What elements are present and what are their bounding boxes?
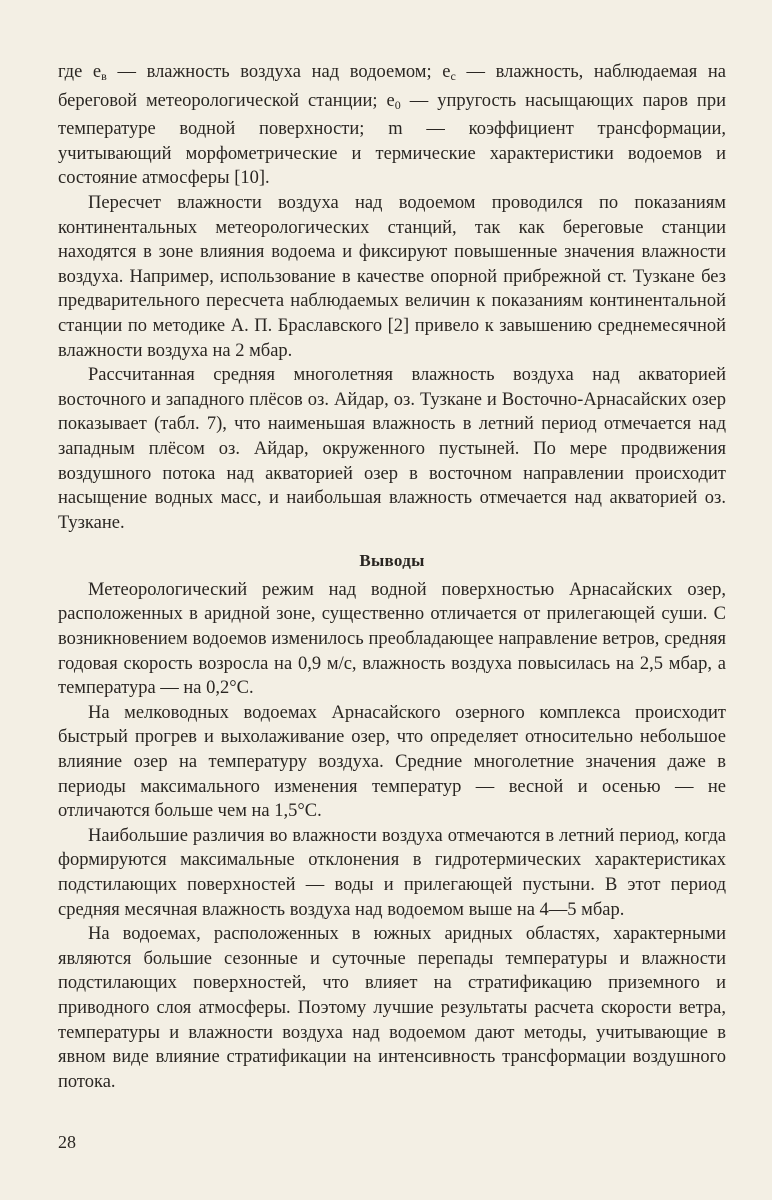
conclusion-paragraph-2: На мелководных водоемах Арнасайского озерного комплекса происходит быстрый прогрев и выхолаживание озер, что определяет относительно небольшое влияние озер на температуру воздуха. Средние многолетние значения даже в периоды максимального изменения температур — весной и осенью — не отличаются больше чем на 1,5°С. (58, 702, 726, 822)
conclusion-paragraph-3: Наибольшие различия во влажности воздуха отмечаются в летний период, когда формируются максимальные отклонения в гидротермических характеристиках подстилающих поверхностей — воды и прилегающей пустыни. В этот период средняя месячная влажность воздуха над водоемом выше на 4—5 мбар. (58, 825, 726, 920)
intro-text-c: — влажность, наблюдаемая на береговой метеорологической станции; e (58, 62, 726, 111)
intro-text-b: — влажность воздуха над водоемом; e (106, 62, 451, 82)
conclusion-paragraph-4: На водоемах, расположенных в южных аридных областях, характерными являются большие сезонные и суточные перепады температуры и влажности подстилающих поверхностей, что влияет на стратификацию приземного и приводного слоя атмосферы. Поэтому лучшие результаты расчета скорости ветра, температуры и влажности воздуха над водоемом дают методы, учитывающие в явном виде влияние стратификации на интенсивность трансформации воздушного потока. (58, 924, 726, 1092)
page-number: 28 (58, 1132, 76, 1152)
paragraph-average-humidity: Рассчитанная средняя многолетняя влажность воздуха над акваторией восточного и западного плёсов оз. Айдар, оз. Тузкане и Восточно-Арнасайских озер показывает (табл. 7), что наименьшая влажность в летний период отмечается над западным плёсом оз. Айдар, окруженного пустыней. По мере продвижения воздушного потока над акваторией озер в восточном направлении происходит насыщение водных масс, и наибольшая влажность отмечается над акваторией оз. Тузкане. (58, 365, 726, 533)
conclusion-paragraph-1: Метеорологический режим над водной поверхностью Арнасайских озер, расположенных в аридной зоне, существенно отличается от прилегающей суши. С возникновением водоемов изменилось преобладающее направление ветров, средняя годовая скорость возросла на 0,9 м/с, влажность воздуха повысилась на 2,5 мбар, а температура — на 0,2°С. (58, 579, 726, 699)
page-body (58, 60, 726, 1094)
intro-paragraph (58, 60, 726, 191)
intro-subscript-c: с (450, 69, 456, 83)
intro-text-a: где e (58, 62, 102, 82)
intro-subscript-b: в (101, 69, 107, 83)
intro-text-d: — упругость насыщающих паров при температуре водной поверхности; m — коэффициент трансформации, учитывающий морфометрические и термические характеристики водоемов и состояние атмосферы [10]. (58, 90, 726, 189)
paragraph-recalculation: Пересчет влажности воздуха над водоемом проводился по показаниям континентальных метеорологических станций, так как береговые станции находятся в зоне влияния водоема и фиксируют повышенные значения влажности воздуха. Например, использование в качестве опорной прибрежной ст. Тузкане без предварительного пересчета наблюдаемых величин к показаниям континентальной станции по методике А. П. Браславского [2] привело к завышению среднемесячной влажности воздуха на 2 мбар. (58, 192, 726, 361)
intro-subscript-0: 0 (394, 97, 401, 112)
section-title-conclusions: Выводы (359, 551, 425, 571)
